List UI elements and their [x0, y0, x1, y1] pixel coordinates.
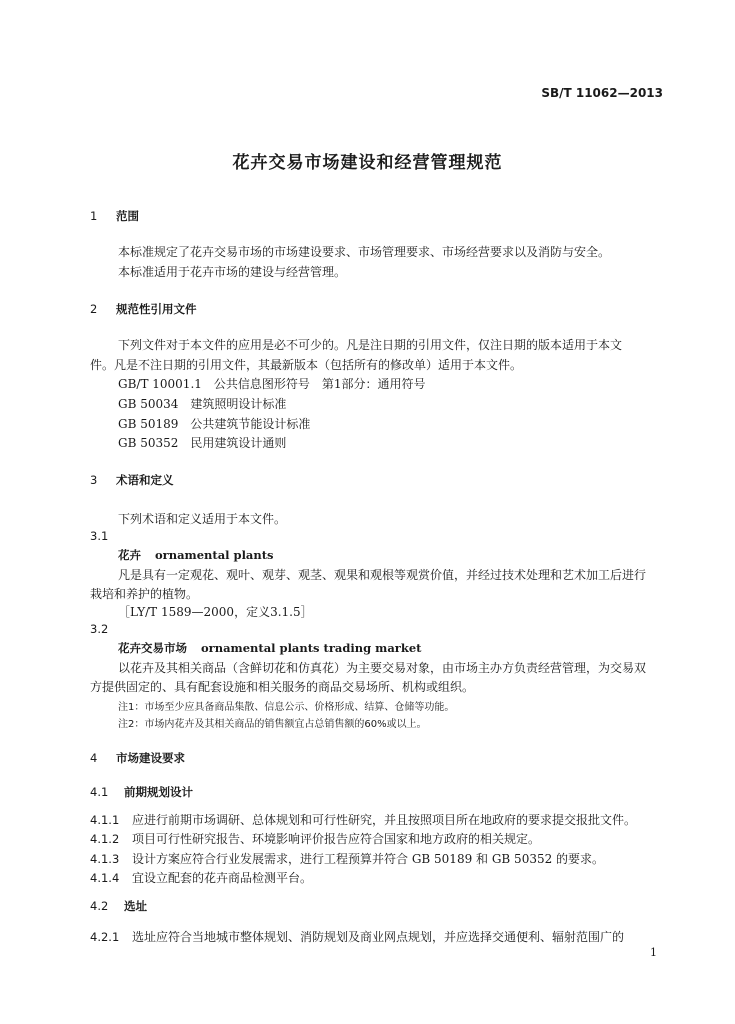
clause-text: 选址应符合当地城市整体规划、消防规划及商业网点规划，并应选择交通便利、辐射范围广的: [132, 930, 625, 944]
definition-line: 方提供固定的、具有配套设施和相关服务的商品交易场所、机构或组织。: [90, 680, 475, 694]
clause-number: 4.1.3: [90, 852, 120, 866]
note: 注2：市场内花卉及其相关商品的销售额宜占总销售额的60%或以上。: [118, 719, 427, 730]
term-number: 3.1: [90, 529, 109, 543]
term-heading: [118, 547, 274, 563]
section-title: 术语和定义: [116, 473, 174, 487]
definition-source: ［LY/T 1589—2000，定义3.1.5］: [118, 605, 313, 619]
reference-code: GB 50352: [118, 436, 179, 450]
term-heading: [118, 640, 421, 656]
standard-code: SB/T 11062—2013: [541, 86, 663, 100]
clause-number: 4.1.1: [90, 813, 120, 827]
note: 注1：市场至少应具备商品集散、信息公示、价格形成、结算、仓储等功能。: [118, 702, 455, 713]
clause-text: 设计方案应符合行业发展需求，进行工程预算并符合 GB 50189 和 GB 50352 的要求。: [132, 852, 605, 866]
section-2-heading: [90, 301, 197, 317]
clause-number: 4.1.4: [90, 871, 120, 885]
paragraph-line: 下列文件对于本文件的应用是必不可少的。凡是注日期的引用文件，仅注日期的版本适用于本文: [118, 338, 623, 352]
paragraph: 本标准适用于花卉市场的建设与经营管理。: [118, 265, 347, 279]
reference-item: [118, 395, 286, 412]
document-title: 花卉交易市场建设和经营管理规范: [232, 153, 503, 173]
clause-text: 应进行前期市场调研、总体规划和可行性研究，并且按照项目所在地政府的要求提交报批文件。: [132, 813, 637, 827]
clause: [90, 869, 312, 886]
term-en: ornamental plants trading market: [201, 641, 422, 655]
clause-text: 项目可行性研究报告、环境影响评价报告应符合国家和地方政府的相关规定。: [132, 832, 541, 846]
clause: [90, 928, 624, 945]
paragraph: 本标准规定了花卉交易市场的市场建设要求、市场管理要求、市场经营要求以及消防与安全。: [118, 245, 611, 259]
clause: [90, 811, 636, 828]
paragraph-line: 件。凡是不注日期的引用文件，其最新版本（包括所有的修改单）适用于本文件。: [90, 358, 523, 372]
term-en: ornamental plants: [155, 548, 274, 562]
reference-item: [118, 415, 310, 432]
section-title: 范围: [116, 209, 139, 223]
clause: [90, 830, 540, 847]
subsection-4-2-heading: [90, 898, 147, 914]
subsection-title: 前期规划设计: [124, 785, 193, 799]
definition-line: 凡是具有一定观花、观叶、观芽、观茎、观果和观根等观赏价值，并经过技术处理和艺术加工后进行: [118, 568, 647, 582]
reference-title: 民用建筑设计通则: [190, 436, 287, 450]
subsection-number: 4.2: [90, 899, 109, 913]
section-title: 市场建设要求: [116, 751, 185, 765]
section-number: 3: [90, 473, 98, 487]
clause: [90, 850, 604, 867]
clause-text: 宜设立配套的花卉商品检测平台。: [132, 871, 313, 885]
section-number: 1: [90, 209, 98, 223]
section-number: 2: [90, 302, 98, 316]
section-3-heading: [90, 472, 174, 488]
subsection-title: 选址: [124, 899, 147, 913]
subsection-4-1-heading: [90, 784, 193, 800]
reference-title: 公共信息图形符号 第1部分：通用符号: [213, 377, 426, 391]
reference-code: GB/T 10001.1: [118, 377, 202, 391]
clause-number: 4.1.2: [90, 832, 120, 846]
reference-item: [118, 375, 426, 392]
term-zh: 花卉交易市场: [118, 641, 187, 655]
term-number: 3.2: [90, 622, 109, 636]
definition-line: 栽培和养护的植物。: [90, 587, 199, 601]
clause-number: 4.2.1: [90, 930, 120, 944]
reference-item: [118, 434, 286, 451]
subsection-number: 4.1: [90, 785, 109, 799]
reference-title: 公共建筑节能设计标准: [190, 417, 311, 431]
term-zh: 花卉: [118, 548, 141, 562]
paragraph: 下列术语和定义适用于本文件。: [118, 512, 287, 526]
page-number: 1: [650, 946, 657, 959]
section-title: 规范性引用文件: [116, 302, 197, 316]
section-1-heading: [90, 208, 139, 224]
definition-line: 以花卉及其相关商品（含鲜切花和仿真花）为主要交易对象，由市场主办方负责经营管理，为交易双: [118, 661, 647, 675]
reference-code: GB 50189: [118, 417, 179, 431]
section-number: 4: [90, 751, 98, 765]
reference-title: 建筑照明设计标准: [190, 397, 287, 411]
reference-code: GB 50034: [118, 397, 179, 411]
section-4-heading: [90, 750, 185, 766]
